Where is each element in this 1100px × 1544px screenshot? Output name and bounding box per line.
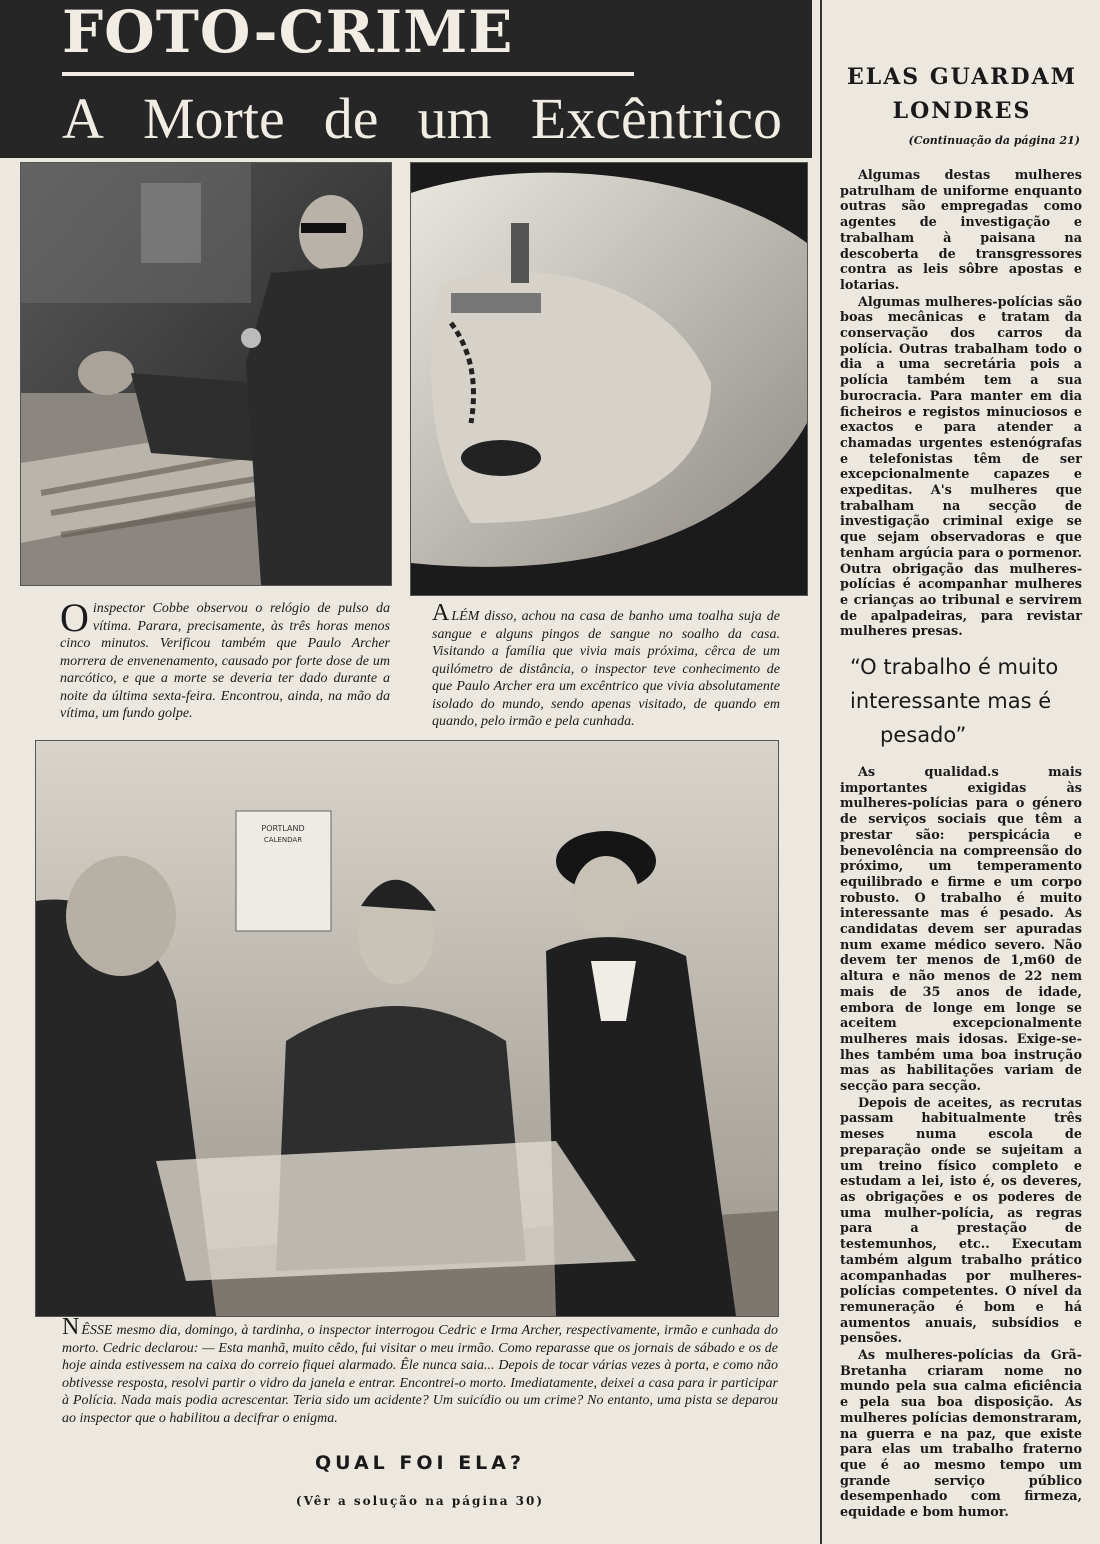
headline <box>62 84 782 154</box>
photo-inspector-victim <box>20 162 392 586</box>
photo-bathtub <box>410 162 808 596</box>
caption-text: disso, achou na casa de banho uma toalha suja de sangue e alguns pingos de sangue no soalho da casa. Visitando a família que vivia mais próxima, cêrca de um quilómetro de distância, o inspector teve conhecimento de que Paulo Archer era um excêntrico que vivia absolutamente isolado do mundo, sendo apenas visitado, de quando em quando, pelo irmão e pela cunhada. <box>432 609 780 729</box>
dropcap: O <box>60 595 89 640</box>
caption-text: mesmo dia, domingo, à tardinha, o inspector interrogou Cedric e Irma Archer, respectivamente, irmão e cunhada do morto. Cedric declarou: — Esta manhã, muito cêdo, fui visitar o meu irmão. Como reparasse que os jornais de sábado e os de hoje ainda estivessem na caixa do correio fiquei alarmado. Êle nunca saia... Depois de tocar várias vezes à porta, e como não obtivesse resposta, resolvi partir o vidro da janela e entrar. Encontrei-o morto. Imediatamente, deixei a casa para ir participar à Polícia. Nada mais podia acrescentar. Teria sido um acidente? Um suicídio ou um crime? No entanto, uma pista se deparou ao inspector que o habilitou a decifrar o enigma. <box>62 1323 778 1426</box>
calendar-subtitle: CALENDAR <box>263 836 303 844</box>
headline-word: Excêntrico <box>530 86 782 151</box>
sidebar-title-line: LONDRES <box>892 98 1032 124</box>
puzzle-question: QUAL FOI ELA? <box>314 1452 526 1474</box>
paragraph: As mulheres-polícias da Grã-Bretanha criaram nome no mundo pela sua calma eficiência e pela sua boa disposição. As mulheres polícias demonstraram, na guerra e na paz, que existe para elas um trabalho fraterno que é ao mesmo tempo um grande serviço público desempenhado com firmeza, equidade e bom humor. <box>840 1348 1082 1521</box>
sidebar-title-line: ELAS GUARDAM <box>846 64 1077 90</box>
subhead-line: interessante mas é <box>850 689 1052 713</box>
paragraph: Algumas mulheres-polícias são boas mecânicas e tratam da conservação dos carros da polícia. Outras trabalham todo o dia a uma secretária pois a polícia também tem a sua burocracia. Para manter em dia ficheiros e registos minuciosos e exactos e para atender a chamadas urgentes estenógrafas e telefonistas têm de ser excepcionalmente capazes e expeditas. A's mulheres que trabalham na secção de investigação criminal exige se que sejam observadoras e que tenham argúcia para o pormenor. Outra obrigação das mulheres-polícias é acompanhar mulheres e crianças ao tribunal e servirem de apalpadeiras, para revistar mulheres presas. <box>840 294 1082 640</box>
sidebar-title <box>830 60 1094 128</box>
kicker-rule <box>62 72 634 76</box>
section-kicker: FOTO-CRIME <box>62 0 514 66</box>
sidebar-subhead <box>850 650 1084 752</box>
paragraph: As qualidad.s mais importantes exigidas às mulheres-polícias para o género de serviços sociais que têm a prestar são: perspicácia e benevolência na compreensão do próximo, um temperamento equilibrado e firme e um corpo robusto. O trabalho é muito interessante mas é pesado. As candidatas devem ser apuradas num exame médico severo. Não devem ter menos de 1,m60 de altura e não menos de 22 nem mais de 35 anos de idade, embora de longe em longe se aceitem excepcionalmente mulheres mais idosas. Exige-se-lhes também uma boa instrução mas as habilitações variam de secção para secção. <box>840 765 1082 1095</box>
caption-right <box>432 600 780 731</box>
paragraph: Depois de aceites, as recrutas passam habitualmente três meses numa escola de preparação onde se sujeitam a um treino físico completo e estudam a lei, isto é, os deveres, as obrigações e os poderes de uma mulher-polícia, as regras para a prestação de testemunhos, etc.. Executam também algum trabalho prático acompanhadas por mulheres-polícias competentes. O nível da remuneração é bom e há aumentos anuais, subsídios e pensões. <box>840 1095 1082 1347</box>
paragraph: Algumas destas mulheres patrulham de uniforme enquanto outras são empregadas como agentes de investigação e trabalham à paisana na descoberta de transgressores contra as leis sôbre apostas e lotarias. <box>840 168 1082 293</box>
headline-word: A <box>62 86 104 151</box>
sidebar-body-2 <box>840 765 1082 1522</box>
caption-bottom <box>62 1314 778 1427</box>
headline-word: um <box>417 86 492 151</box>
caption-left <box>60 595 390 723</box>
dropcap: A <box>432 600 450 626</box>
solution-reference: (Vêr a solução na página 30) <box>295 1494 545 1508</box>
calendar-title: PORTLAND <box>261 824 305 833</box>
header-band <box>0 0 812 158</box>
continuation-note: (Continuação da página 21) <box>908 134 1080 147</box>
caption-text: inspector Cobbe observou o relógio de pulso da vítima. Parara, precisamente, às três horas menos cinco minutos. Verificou também que Paulo Archer morrera de envenenamento, causado por forte dose de um narcótico, e que a morte se deveria ter dado durante a noite da última sexta-feira. Encontrou, ainda, na mão da vítima, um fundo golpe. <box>60 601 390 721</box>
sidebar-body-1 <box>840 168 1082 641</box>
headline-word: Morte <box>142 86 285 151</box>
dropcap: N <box>62 1314 80 1340</box>
subhead-line: “O trabalho é muito <box>850 655 1059 679</box>
caption-lead: ÊSSE <box>81 1323 113 1338</box>
photo-interrogation <box>35 740 779 1317</box>
subhead-line: pesado” <box>880 723 967 747</box>
column-divider <box>820 0 822 1544</box>
caption-lead: LÉM <box>451 609 480 624</box>
headline-word: de <box>323 86 379 151</box>
